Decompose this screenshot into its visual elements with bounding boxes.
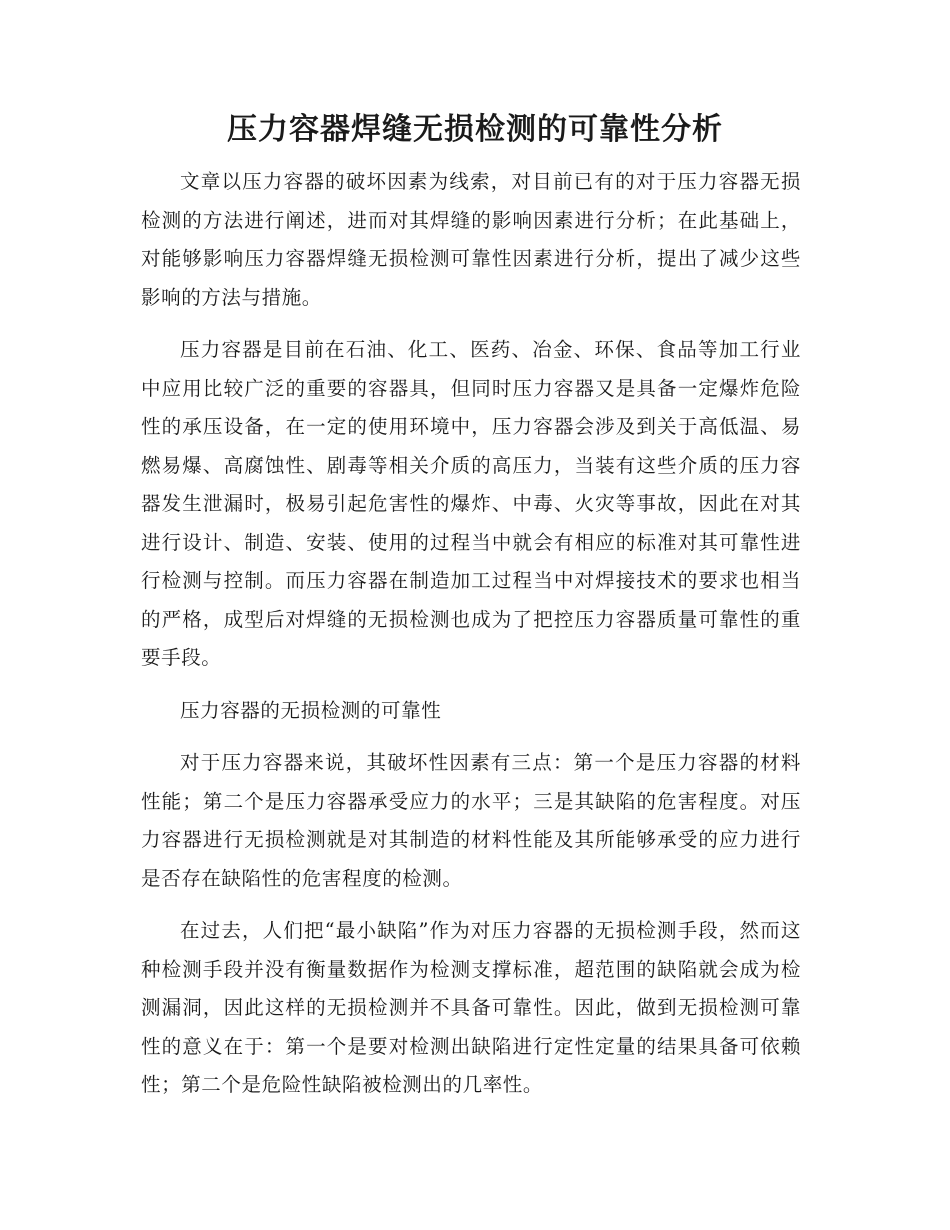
paragraph-abstract: 文章以压力容器的破坏因素为线索，对目前已有的对于压力容器无损检测的方法进行阐述，进而对其焊缝的影响因素进行分析；在此基础上，对能够影响压力容器焊缝无损检测可靠性因素进行分析，提出了减少这些影响的方法与措施。 [141,170,801,309]
paragraph-introduction: 压力容器是目前在石油、化工、医药、冶金、环保、食品等加工行业中应用比较广泛的重要的容器具，但同时压力容器又是具备一定爆炸危险性的承压设备，在一定的使用环境中，压力容器会涉及到关于高低温、易燃易爆、高腐蚀性、剧毒等相关介质的高压力，当装有这些介质的压力容器发生泄漏时，极易引起危害性的爆炸、中毒、火灾等事故，因此在对其进行设计、制造、安装、使用的过程当中就会有相应的标准对其可靠性进行检测与控制。而压力容器在制造加工过程当中对焊接技术的要求也相当的严格，成型后对焊缝的无损检测也成为了把控压力容器质量可靠性的重要手段。 [141,338,801,669]
document-title: 压力容器焊缝无损检测的可靠性分析 [227,112,723,147]
section-heading: 压力容器的无损检测的可靠性 [180,698,442,722]
paragraph-destructive-factors: 对于压力容器来说，其破坏性因素有三点：第一个是压力容器的材料性能；第二个是压力容器承受应力的水平；三是其缺陷的危害程度。对压力容器进行无损检测就是对其制造的材料性能及其所能够承受的应力进行是否存在缺陷性的危害程度的检测。 [141,751,801,890]
document-body [141,163,801,1119]
paragraph-minimum-defect: 在过去，人们把“最小缺陷”作为对压力容器的无损检测手段，然而这种检测手段并没有衡量数据作为检测支撑标准，超范围的缺陷就会成为检测漏洞，因此这样的无损检测并不具备可靠性。因此，做到无损检测可靠性的意义在于：第一个是要对检测出缺陷进行定性定量的结果具备可依赖性；第二个是危险性缺陷被检测出的几率性。 [141,919,801,1096]
